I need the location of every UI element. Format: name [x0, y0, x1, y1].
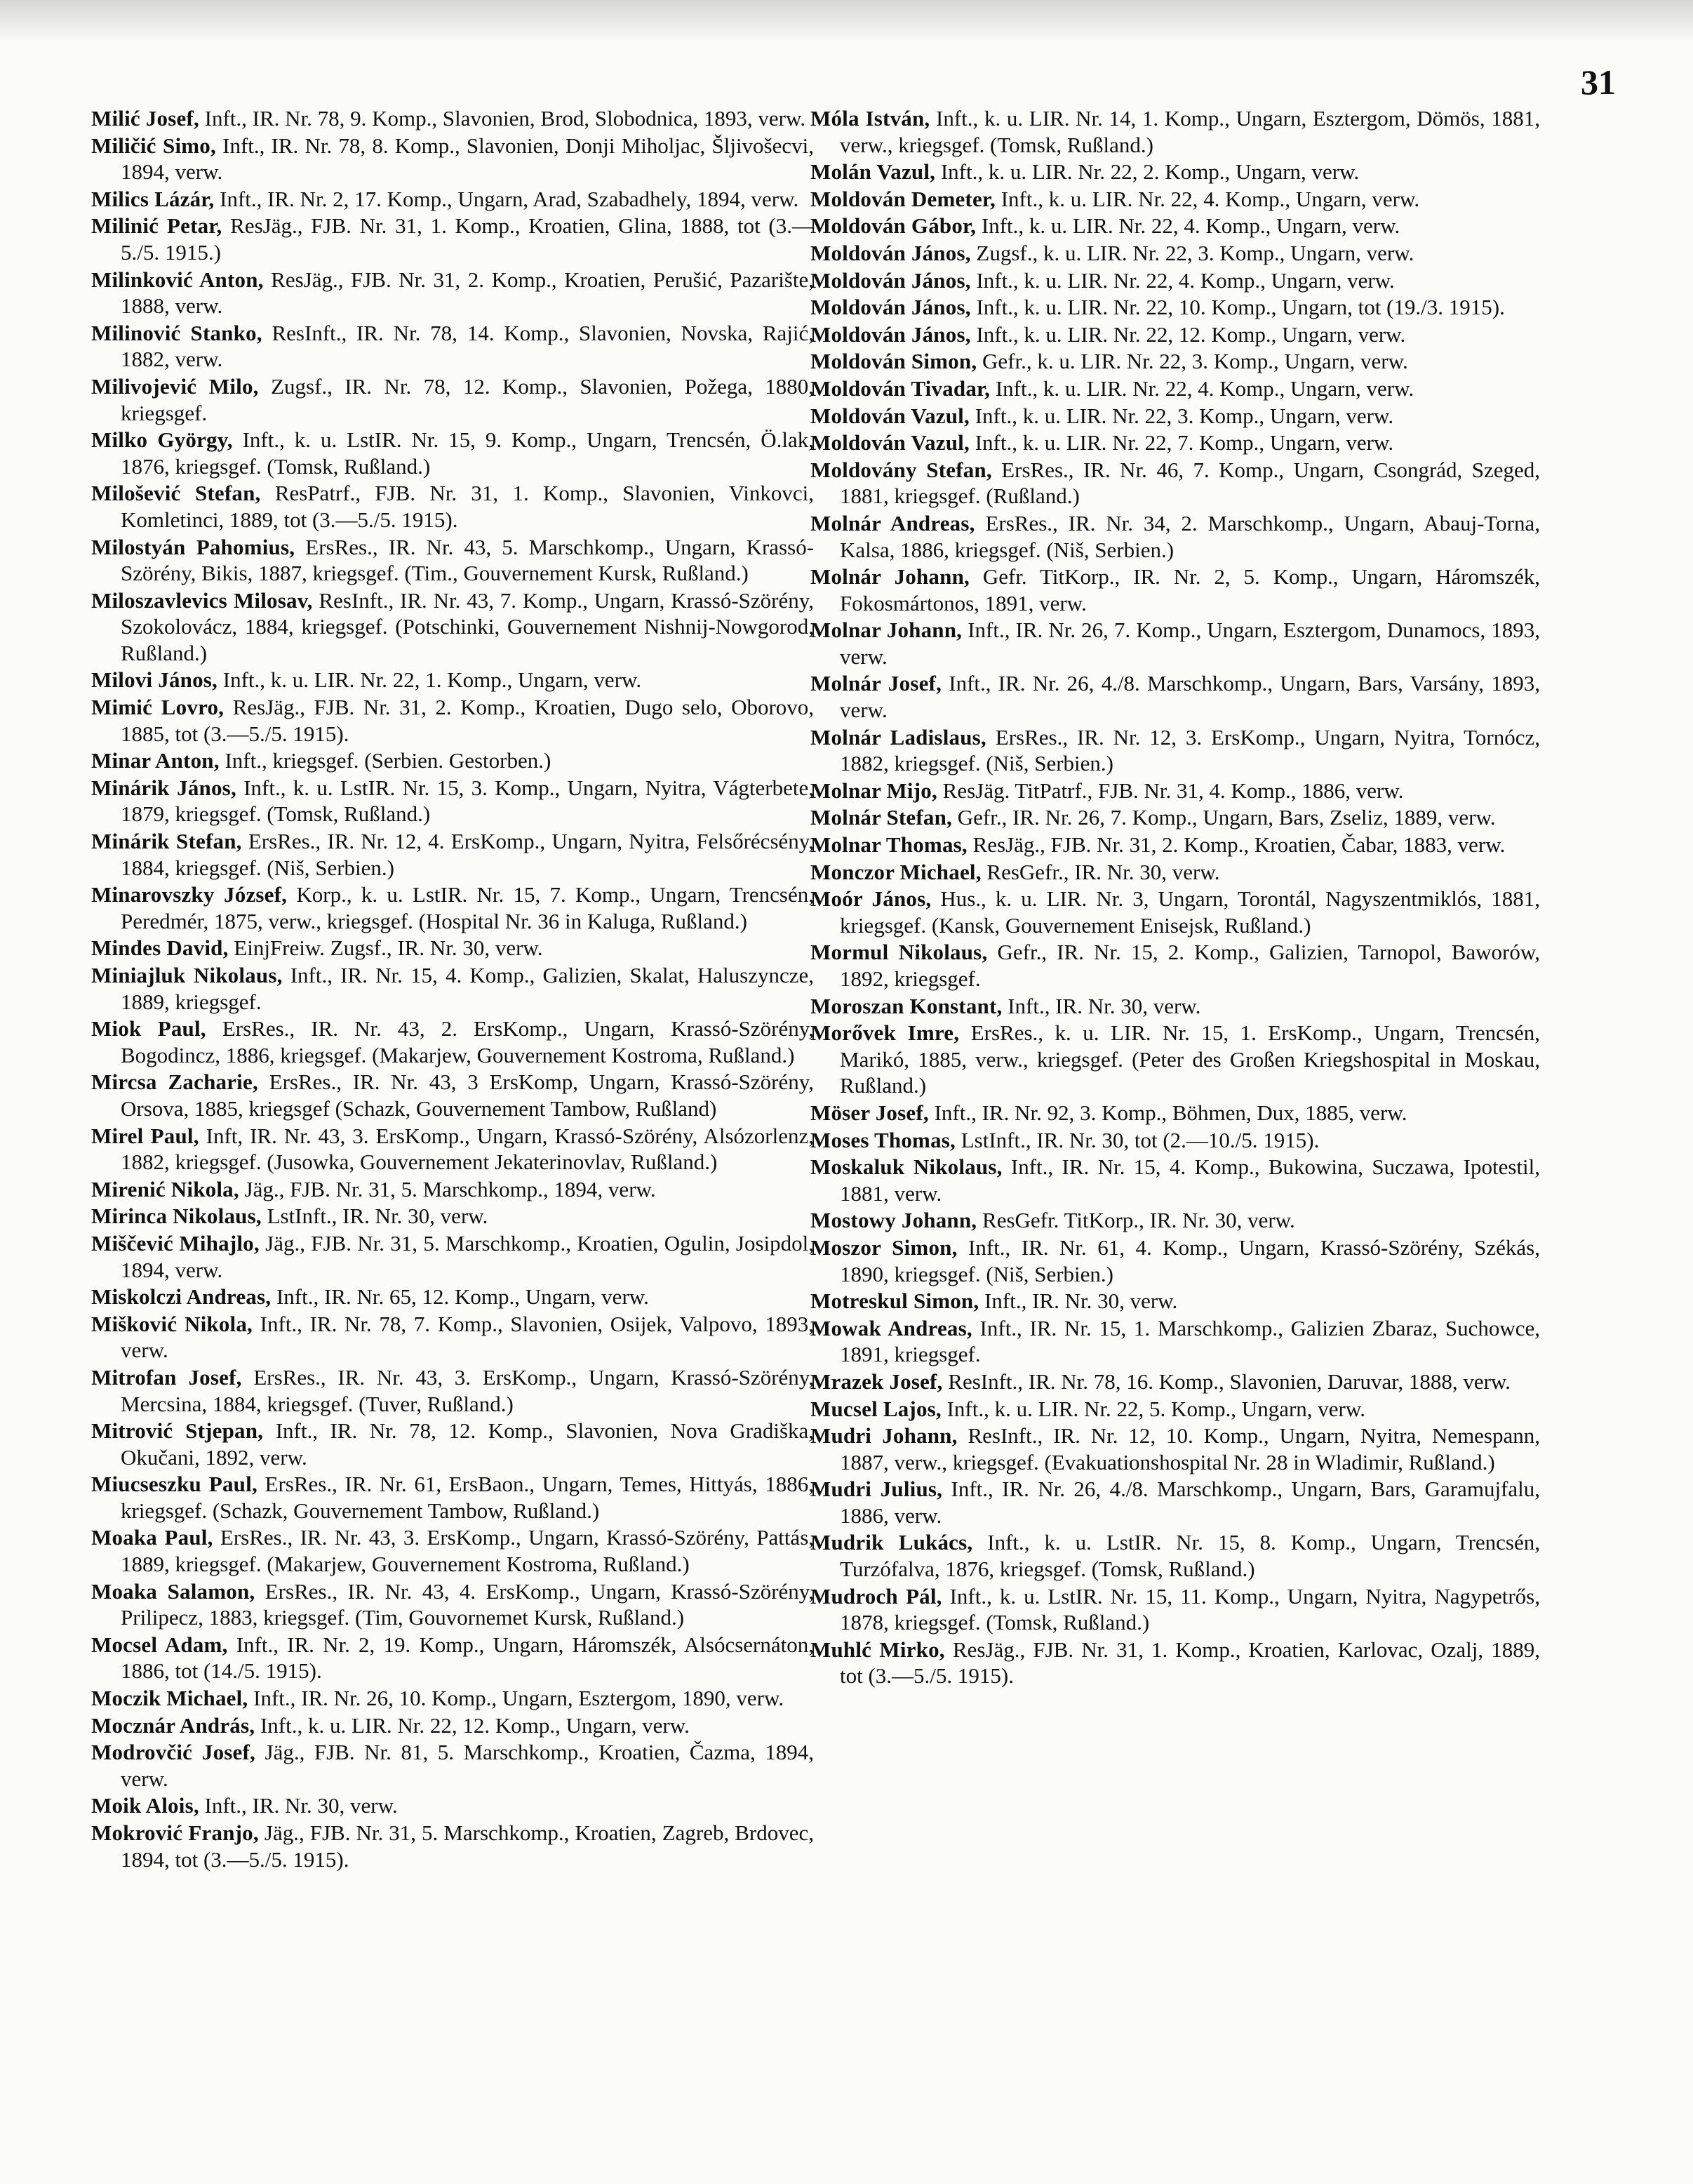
register-entry — [91, 186, 814, 213]
register-entry — [810, 1154, 1540, 1206]
register-entry — [91, 1685, 814, 1712]
entry-name: Mudri Julius, — [810, 1477, 943, 1502]
register-entry — [810, 1529, 1540, 1582]
register-entry — [810, 1207, 1540, 1234]
entry-details: ResInft., IR. Nr. 78, 14. Komp., Slavonien, Novska, Rajić, 1882, verw. — [121, 320, 814, 372]
register-entry — [91, 828, 814, 881]
register-entry — [810, 617, 1540, 670]
entry-details: Inft., IR. Nr. 15, 4. Komp., Bukowina, Suczawa, Ipotestil, 1881, verw. — [840, 1154, 1541, 1206]
entry-name: Molnar Johann, — [810, 618, 963, 643]
entry-name: Moldován János, — [810, 321, 971, 347]
entry-name: Milić Josef, — [91, 106, 199, 131]
entry-details: Inft., IR. Nr. 61, 4. Komp., Ungarn, Krassó-Szörény, Székás, 1890, kriegsgef. (Niš, Serbien.) — [840, 1234, 1540, 1286]
entry-name: Moaka Salamon, — [91, 1578, 255, 1604]
register-entry — [810, 375, 1540, 402]
entry-details: Inft., k. u. LIR. Nr. 22, 12. Komp., Ungarn, verw. — [976, 321, 1406, 347]
entry-name: Mocznár András, — [91, 1712, 255, 1738]
entry-name: Mrazek Josef, — [810, 1369, 943, 1394]
register-entry — [91, 534, 814, 587]
register-entry — [91, 1820, 814, 1872]
register-entry — [810, 724, 1540, 777]
entry-details: Inft., IR. Nr. 65, 12. Komp., Ungarn, verw. — [276, 1284, 649, 1310]
entry-name: Mirel Paul, — [91, 1123, 199, 1148]
register-entry — [810, 804, 1540, 831]
entry-details: Jäg., FJB. Nr. 81, 5. Marschkomp., Kroatien, Čazma, 1894, verw. — [121, 1740, 814, 1791]
entry-name: Moldován Simon, — [810, 349, 977, 374]
register-entry — [810, 939, 1540, 992]
register-entry — [810, 213, 1540, 239]
register-entry — [810, 1369, 1540, 1395]
entry-details: ErsRes., IR. Nr. 61, ErsBaon., Ungarn, Temes, Hittyás, 1886, kriegsgef. (Schazk, Gouvernement Tambow, Rußland.) — [121, 1472, 814, 1523]
entry-details: Gefr., IR. Nr. 26, 7. Komp., Ungarn, Bars, Zseliz, 1889, verw. — [957, 805, 1496, 830]
entry-details: ResJäg., FJB. Nr. 31, 1. Komp., Kroatien, Glina, 1888, tot (3.—5./5. 1915.) — [121, 213, 814, 265]
register-entry — [810, 1396, 1540, 1423]
register-entry — [810, 294, 1540, 321]
entry-name: Milošević Stefan, — [91, 481, 261, 506]
entry-name: Moldován János, — [810, 295, 971, 320]
entry-details: Jäg., FJB. Nr. 31, 5. Marschkomp., 1894, verw. — [244, 1176, 656, 1201]
entry-name: Moldovány Stefan, — [810, 457, 992, 482]
entry-details: Inft., IR. Nr. 2, 17. Komp., Ungarn, Arad, Szabadhely, 1894, verw. — [220, 186, 799, 211]
entry-details: ResJäg. TitPatrf., FJB. Nr. 31, 4. Komp., 1886, verw. — [942, 778, 1404, 803]
entry-name: Morővek Imre, — [810, 1020, 960, 1046]
entry-name: Milostyán Pahomius, — [91, 534, 295, 559]
entry-name: Mindes David, — [91, 935, 229, 961]
register-entry — [91, 213, 814, 265]
entry-details: Inft., IR. Nr. 26, 4./8. Marschkomp., Ungarn, Bars, Varsány, 1893, verw. — [840, 671, 1540, 723]
entry-name: Molnár Johann, — [810, 564, 970, 590]
entry-details: ResJäg., FJB. Nr. 31, 2. Komp., Kroatien, Čabar, 1883, verw. — [972, 832, 1506, 858]
entry-name: Mormul Nikolaus, — [810, 940, 988, 965]
entry-details: Inft., IR. Nr. 15, 4. Komp., Galizien, Skalat, Haluszyncze, 1889, kriegsgef. — [121, 963, 815, 1014]
entry-name: Milinković Anton, — [91, 267, 264, 292]
register-entry — [91, 775, 814, 827]
entry-name: Minárik Stefan, — [91, 829, 242, 854]
entry-details: Inft., IR. Nr. 26, 7. Komp., Ungarn, Esztergom, Dunamocs, 1893, verw. — [840, 618, 1540, 669]
entry-details: Inft., k. u. LIR. Nr. 22, 1. Komp., Ungarn, verw. — [222, 667, 642, 693]
entry-name: Moskaluk Nikolaus, — [810, 1154, 1003, 1180]
entry-name: Miličić Simo, — [91, 133, 216, 158]
entry-name: Moldován Tivadar, — [810, 375, 991, 401]
entry-name: Minar Anton, — [91, 748, 220, 773]
register-entry — [91, 1069, 814, 1121]
entry-details: Inft., IR. Nr. 2, 19. Komp., Ungarn, Háromszék, Alsócsernáton, 1886, tot (14./5. 1915). — [121, 1632, 814, 1684]
entry-name: Molnár Andreas, — [810, 510, 975, 535]
entry-name: Milivojević Milo, — [91, 373, 259, 399]
page-number: 31 — [1581, 62, 1616, 102]
entry-name: Mudri Johann, — [810, 1423, 958, 1449]
entry-details: Korp., k. u. LstIR. Nr. 15, 7. Komp., Ungarn, Trencsén, Peredmér, 1875, verw., kriegsgef. (Hospital Nr. 36 in Kaluga, Rußland.) — [121, 882, 814, 933]
register-entry — [810, 457, 1540, 510]
entry-name: Mudrik Lukács, — [810, 1530, 973, 1555]
register-entry — [810, 1100, 1540, 1126]
entry-name: Molán Vazul, — [810, 159, 936, 185]
register-entry — [91, 1311, 814, 1364]
entry-details: Inft., k. u. LIR. Nr. 22, 4. Komp., Ungarn, verw. — [981, 213, 1400, 239]
entry-details: Inft., k. u. LIR. Nr. 22, 4. Komp., Ungarn, verw. — [1001, 186, 1420, 211]
entry-name: Minarovszky József, — [91, 882, 288, 907]
entry-details: Zugsf., k. u. LIR. Nr. 22, 3. Komp., Ungarn, verw. — [976, 240, 1414, 265]
register-entry — [91, 881, 814, 934]
entry-name: Molnár Josef, — [810, 671, 942, 696]
right-column — [810, 105, 1540, 1690]
register-entry — [91, 747, 814, 774]
register-entry — [91, 320, 814, 373]
register-entry — [810, 403, 1540, 430]
entry-name: Mirinca Nikolaus, — [91, 1204, 262, 1229]
register-entry — [810, 670, 1540, 723]
entry-details: Inft., k. u. LIR. Nr. 22, 7. Komp., Ungarn, verw. — [975, 430, 1394, 455]
entry-details: Inft., IR. Nr. 26, 4./8. Marschkomp., Ungarn, Bars, Garamujfalu, 1886, verw. — [840, 1477, 1541, 1528]
entry-name: Möser Josef, — [810, 1100, 929, 1125]
entry-details: ResJäg., FJB. Nr. 31, 2. Komp., Kroatien, Dugo selo, Oborovo, 1885, tot (3.—5./5. 1915). — [121, 695, 815, 746]
register-entry — [810, 886, 1540, 938]
register-entry — [91, 935, 814, 961]
entry-name: Moses Thomas, — [810, 1127, 956, 1152]
register-entry — [810, 186, 1540, 213]
register-entry — [810, 1423, 1540, 1475]
entry-details: ErsRes., IR. Nr. 43, 3. ErsKomp., Ungarn, Krassó-Szörény, Mercsina, 1884, kriegsgef. (Tuver, Rußland.) — [121, 1364, 815, 1416]
register-entry — [810, 859, 1540, 886]
entry-details: ErsRes., IR. Nr. 43, 3 ErsKomp, Ungarn, Krassó-Szörény, Orsova, 1885, kriegsgef (Schazk, Gouvernement Tambow, Rußland) — [121, 1070, 815, 1121]
entry-details: Inft., k. u. LIR. Nr. 22, 4. Komp., Ungarn, verw. — [995, 375, 1414, 401]
entry-name: Minárik János, — [91, 775, 236, 800]
register-entry — [810, 348, 1540, 375]
entry-name: Mišković Nikola, — [91, 1311, 253, 1336]
register-entry — [91, 1739, 814, 1792]
entry-name: Mowak Andreas, — [810, 1315, 972, 1340]
entry-details: Inft., IR. Nr. 92, 3. Komp., Böhmen, Dux, 1885, verw. — [934, 1100, 1407, 1125]
entry-name: Moldován Demeter, — [810, 186, 996, 211]
register-entry — [810, 240, 1540, 267]
entry-name: Miskolczi Andreas, — [91, 1284, 272, 1310]
entry-details: Inft., k. u. LIR. Nr. 22, 4. Komp., Ungarn, verw. — [976, 267, 1395, 293]
register-entry — [810, 778, 1540, 804]
entry-details: Inft., IR. Nr. 78, 7. Komp., Slavonien, Osijek, Valpovo, 1893, verw. — [121, 1311, 814, 1363]
entry-details: Inft., IR. Nr. 30, verw. — [1008, 993, 1201, 1018]
entry-name: Mokrović Franjo, — [91, 1820, 259, 1845]
register-entry — [91, 1792, 814, 1819]
register-entry — [91, 667, 814, 693]
entry-details: Inft., k. u. LstIR. Nr. 15, 9. Komp., Ungarn, Trencsén, Ö.lak, 1876, kriegsgef. (Tomsk, Rußland.) — [121, 427, 814, 479]
entry-name: Moór János, — [810, 886, 932, 912]
entry-details: LstInft., IR. Nr. 30, tot (2.—10./5. 1915). — [961, 1127, 1320, 1152]
register-entry — [810, 1315, 1540, 1368]
entry-name: Mostowy Johann, — [810, 1208, 977, 1233]
register-entry — [810, 1020, 1540, 1099]
register-entry — [91, 1016, 814, 1068]
entry-details: Inft., kriegsgef. (Serbien. Gestorben.) — [225, 748, 551, 773]
register-entry — [810, 321, 1540, 348]
entry-name: Milinić Petar, — [91, 213, 222, 239]
entry-details: ResJäg., FJB. Nr. 31, 2. Komp., Kroatien, Perušić, Pazarište, 1888, verw. — [121, 267, 814, 319]
register-entry — [91, 1418, 814, 1470]
entry-name: Mucsel Lajos, — [810, 1396, 942, 1421]
register-entry — [810, 1476, 1540, 1529]
entry-details: Inft., k. u. LIR. Nr. 22, 2. Komp., Ungarn, verw. — [940, 159, 1360, 185]
entry-name: Mirenić Nikola, — [91, 1176, 239, 1201]
register-entry — [91, 1230, 814, 1283]
entry-name: Molnar Thomas, — [810, 832, 968, 858]
entry-name: Milinović Stanko, — [91, 320, 262, 345]
entry-details: Inft., IR. Nr. 15, 1. Marschkomp., Galizien Zbaraz, Suchowce, 1891, kriegsgef. — [840, 1315, 1540, 1367]
entry-name: Miščević Mihajlo, — [91, 1230, 260, 1256]
register-entry — [91, 1364, 814, 1417]
register-entry — [810, 1234, 1540, 1287]
entry-details: Inft., k. u. LIR. Nr. 22, 12. Komp., Ungarn, verw. — [260, 1712, 690, 1738]
entry-name: Moldován Gábor, — [810, 213, 977, 239]
entry-details: Jäg., FJB. Nr. 31, 5. Marschkomp., Kroatien, Zagreb, Brdovec, 1894, tot (3.—5./5. 1915). — [121, 1820, 815, 1872]
register-entry — [810, 430, 1540, 456]
register-entry — [91, 1176, 814, 1203]
register-entry — [810, 993, 1540, 1020]
entry-details: ErsRes., IR. Nr. 12, 4. ErsKomp., Ungarn, Nyitra, Felsőrécsény, 1884, kriegsgef. (Niš, Serbien.) — [121, 829, 815, 880]
entry-details: Jäg., FJB. Nr. 31, 5. Marschkomp., Kroatien, Ogulin, Josipdol, 1894, verw. — [121, 1230, 815, 1282]
register-entry — [91, 1123, 814, 1176]
entry-name: Mitrofan Josef, — [91, 1364, 242, 1390]
entry-name: Moroszan Konstant, — [810, 993, 1003, 1018]
register-entry — [810, 564, 1540, 616]
entry-details: ErsRes., IR. Nr. 43, 5. Marschkomp., Ungarn, Krassó-Szörény, Bikis, 1887, kriegsgef. (Tim., Gouvernement Kursk, Rußland.) — [121, 534, 815, 586]
entry-details: Inft., IR. Nr. 26, 10. Komp., Ungarn, Esztergom, 1890, verw. — [253, 1686, 784, 1711]
entry-name: Moczik Michael, — [91, 1686, 248, 1711]
register-entry — [91, 1203, 814, 1230]
entry-name: Molnár Stefan, — [810, 805, 952, 830]
register-entry — [810, 1637, 1540, 1689]
entry-details: ErsRes., IR. Nr. 46, 7. Komp., Ungarn, Csongrád, Szeged, 1881, kriegsgef. (Rußland.) — [840, 457, 1540, 509]
entry-name: Móla István, — [810, 106, 930, 131]
register-entry — [91, 1632, 814, 1684]
register-entry — [91, 133, 814, 185]
entry-name: Mudroch Pál, — [810, 1583, 942, 1609]
register-entry — [91, 1284, 814, 1310]
entry-name: Monczor Michael, — [810, 859, 982, 884]
entry-details: ResGefr., IR. Nr. 30, verw. — [986, 859, 1220, 884]
entry-details: EinjFreiw. Zugsf., IR. Nr. 30, verw. — [234, 935, 543, 961]
entry-details: ErsRes., IR. Nr. 34, 2. Marschkomp., Ungarn, Abauj-Torna, Kalsa, 1886, kriegsgef. (Niš, Serbien.) — [840, 510, 1540, 562]
scan-edge-shading — [0, 0, 1693, 42]
register-entry — [91, 694, 814, 747]
register-entry — [91, 105, 814, 132]
entry-name: Moldován Vazul, — [810, 403, 970, 428]
entry-name: Moaka Paul, — [91, 1525, 213, 1550]
register-entry — [810, 267, 1540, 294]
entry-name: Moldován János, — [810, 240, 971, 265]
entry-details: Inft., IR. Nr. 30, verw. — [984, 1289, 1178, 1314]
entry-details: Hus., k. u. LIR. Nr. 3, Ungarn, Torontál, Nagyszentmiklós, 1881, kriegsgef. (Kansk, Gouvernement Enisejsk, Rußland.) — [840, 886, 1541, 938]
register-entry — [810, 105, 1540, 158]
entry-details: ErsRes., IR. Nr. 12, 3. ErsKomp., Ungarn, Nyitra, Tornócz, 1882, kriegsgef. (Niš, Serbien.) — [840, 724, 1540, 776]
entry-details: ErsRes., IR. Nr. 43, 4. ErsKomp., Ungarn, Krassó-Szörény, Prilipecz, 1883, kriegsgef. (Tim, Gouvornemet Kursk, Rußland.) — [121, 1578, 815, 1630]
entry-details: ResInft., IR. Nr. 78, 16. Komp., Slavonien, Daruvar, 1888, verw. — [948, 1369, 1511, 1394]
register-entry — [810, 1288, 1540, 1314]
register-entry — [91, 373, 814, 426]
entry-name: Modrovčić Josef, — [91, 1740, 255, 1765]
entry-name: Miniajluk Nikolaus, — [91, 963, 283, 987]
entry-details: Inft., IR. Nr. 78, 12. Komp., Slavonien, Nova Gradiška, Okučani, 1892, verw. — [121, 1418, 815, 1470]
register-entry — [91, 962, 814, 1015]
entry-name: Mitrović Stjepan, — [91, 1418, 264, 1444]
entry-name: Moldován János, — [810, 267, 971, 293]
entry-name: Muhlć Mirko, — [810, 1637, 945, 1662]
entry-details: Inft., IR. Nr. 78, 8. Komp., Slavonien, Donji Miholjac, Šljivošecvi, 1894, verw. — [121, 133, 814, 185]
entry-details: Gefr., k. u. LIR. Nr. 22, 3. Komp., Ungarn, verw. — [982, 349, 1408, 374]
entry-details: Inft., k. u. LIR. Nr. 14, 1. Komp., Ungarn, Esztergom, Dömös, 1881, verw., kriegsgef. (Tomsk, Rußland.) — [840, 106, 1540, 157]
entry-name: Moik Alois, — [91, 1793, 199, 1818]
entry-details: ResJäg., FJB. Nr. 31, 1. Komp., Kroatien, Karlovac, Ozalj, 1889, tot (3.—5./5. 1915). — [840, 1637, 1540, 1689]
entry-name: Moszor Simon, — [810, 1234, 958, 1260]
entry-name: Miucseszku Paul, — [91, 1472, 257, 1497]
entry-name: Molnár Ladislaus, — [810, 724, 986, 750]
entry-details: Inft., k. u. LIR. Nr. 22, 10. Komp., Ungarn, tot (19./3. 1915). — [976, 295, 1505, 320]
entry-details: ResInft., IR. Nr. 12, 10. Komp., Ungarn, Nyitra, Nemespann, 1887, verw., kriegsgef. (Evakuationshospital Nr. 28 in Wladimir, Rußland.) — [840, 1423, 1541, 1474]
register-entry — [810, 159, 1540, 185]
entry-details: Inft, IR. Nr. 43, 3. ErsKomp., Ungarn, Krassó-Szörény, Alsózorlenz, 1882, kriegsgef. (Jusowka, Gouvernement Jekaterinovlav, Rußland.) — [121, 1123, 814, 1175]
entry-details: LstInft., IR. Nr. 30, verw. — [267, 1204, 488, 1229]
entry-details: ErsRes., IR. Nr. 43, 2. ErsKomp., Ungarn, Krassó-Szörény, Bogodincz, 1886, kriegsgef. (Makarjew, Gouvernement Kostroma, Rußland.) — [121, 1016, 815, 1067]
register-entry — [810, 1583, 1540, 1636]
register-entry — [810, 510, 1540, 563]
entry-details: ResPatrf., FJB. Nr. 31, 1. Komp., Slavonien, Vinkovci, Komletinci, 1889, tot (3.—5./5. 1915). — [121, 481, 815, 532]
entry-details: ResGefr. TitKorp., IR. Nr. 30, verw. — [982, 1208, 1295, 1233]
register-entry — [91, 1524, 814, 1577]
register-entry — [91, 587, 814, 667]
entry-details: Inft., IR. Nr. 78, 9. Komp., Slavonien, Brod, Slobodnica, 1893, verw. — [204, 106, 806, 131]
entry-name: Mircsa Zacharie, — [91, 1070, 258, 1095]
register-entry — [91, 267, 814, 319]
register-entry — [91, 1578, 814, 1631]
register-entry — [91, 427, 814, 479]
entry-details: ResInft., IR. Nr. 43, 7. Komp., Ungarn, Krassó-Szörény, Szokolovácz, 1884, kriegsgef. (Potschinki, Gouvernement Nishnij-Nowgorod, Rußland.) — [121, 587, 814, 665]
entry-name: Mimić Lovro, — [91, 695, 225, 720]
entry-name: Motreskul Simon, — [810, 1289, 979, 1314]
entry-details: Gefr., IR. Nr. 15, 2. Komp., Galizien, Tarnopol, Baworów, 1892, kriegsgef. — [840, 940, 1541, 991]
entry-name: Milics Lázár, — [91, 186, 215, 211]
entry-details: ErsRes., IR. Nr. 43, 3. ErsKomp., Ungarn, Krassó-Szörény, Pattás, 1889, kriegsgef. (Makarjew, Gouvernement Kostroma, Rußland.) — [121, 1525, 815, 1577]
left-column — [91, 105, 814, 1873]
entry-name: Molnar Mijo, — [810, 778, 937, 803]
entry-name: Moldován Vazul, — [810, 430, 970, 455]
entry-details: Gefr. TitKorp., IR. Nr. 2, 5. Komp., Ungarn, Háromszék, Fokosmártonos, 1891, verw. — [840, 564, 1540, 615]
entry-name: Milko György, — [91, 427, 233, 453]
entry-details: Zugsf., IR. Nr. 78, 12. Komp., Slavonien, Požega, 1880, kriegsgef. — [121, 373, 815, 425]
register-entry — [91, 1712, 814, 1739]
register-entry — [91, 480, 814, 533]
entry-name: Milovi János, — [91, 667, 218, 693]
register-entry — [91, 1471, 814, 1524]
entry-details: Inft., k. u. LstIR. Nr. 15, 3. Komp., Ungarn, Nyitra, Vágterbete, 1879, kriegsgef. (Tomsk, Rußland.) — [121, 775, 814, 827]
entry-details: Inft., IR. Nr. 30, verw. — [204, 1793, 398, 1818]
register-entry — [810, 832, 1540, 858]
register-entry — [810, 1127, 1540, 1154]
entry-details: ErsRes., k. u. LIR. Nr. 15, 1. ErsKomp., Ungarn, Trencsén, Marikó, 1885, verw., kriegsgef. (Peter des Großen Kriegshospital in Moskau, Rußland.) — [840, 1020, 1540, 1098]
entry-details: Inft., k. u. LIR. Nr. 22, 3. Komp., Ungarn, verw. — [975, 403, 1394, 428]
entry-details: Inft., k. u. LstIR. Nr. 15, 11. Komp., Ungarn, Nyitra, Nagypetrős, 1878, kriegsgef. (Tomsk, Rußland.) — [840, 1583, 1540, 1635]
entry-name: Miloszavlevics Milosav, — [91, 587, 313, 613]
entry-name: Miok Paul, — [91, 1016, 206, 1041]
entry-name: Mocsel Adam, — [91, 1632, 228, 1657]
entry-details: Inft., k. u. LstIR. Nr. 15, 8. Komp., Ungarn, Trencsén, Turzófalva, 1876, kriegsgef. (Tomsk, Rußland.) — [840, 1530, 1540, 1582]
entry-details: Inft., k. u. LIR. Nr. 22, 5. Komp., Ungarn, verw. — [946, 1396, 1365, 1421]
